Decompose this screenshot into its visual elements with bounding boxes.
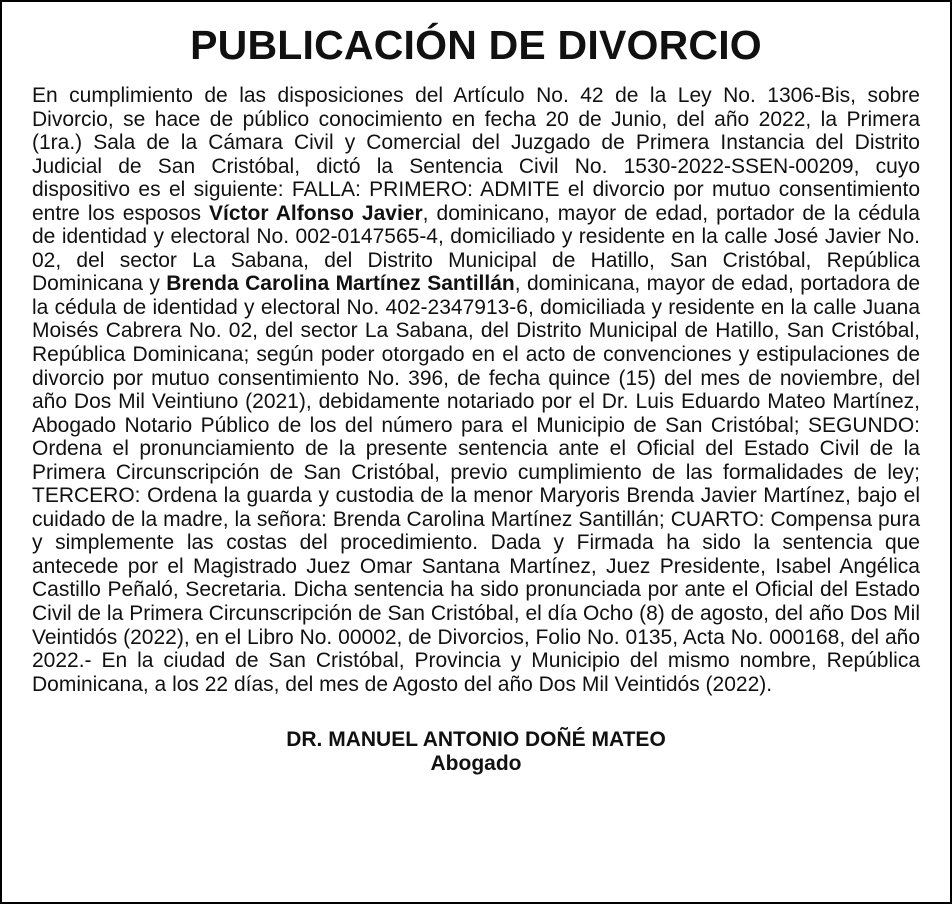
spouse-1-name: Víctor Alfonso Javier — [209, 201, 423, 225]
body-text-part-1: En cumplimiento de las disposiciones del Artículo No. 42 de la Ley No. 1306-Bis, sobre Divorcio, se hace de público conocimiento en fecha 20 de Junio, del año 2022, la Primera (1ra.) Sala de la Cámara Civil y Comercial del Juzgado de Primera Instancia del Distrito Judicial de San Cristóbal, dictó la Sentencia Civil No. 1530-2022-SSEN-00209, cuyo dispositivo es el siguiente: FALLA: PRIMERO: ADMITE el divorcio por mutuo consentimiento entre los esposos — [32, 84, 920, 225]
signatory-role: Abogado — [430, 752, 522, 776]
spouse-2-name: Brenda Carolina Martínez Santillán — [166, 272, 515, 296]
body-text-part-2: , dominicano, mayor de edad, portador de la cédula de identidad y electoral No. 002-0147565-4, domiciliado y residente en la calle José Javier No. 02, del sector La Sabana, del Distrito Municipal de Hatillo, San Cristóbal, República Dominicana y — [32, 201, 920, 296]
signatory-name: DR. MANUEL ANTONIO DOÑÉ MATEO — [286, 728, 666, 752]
signature-block — [32, 728, 920, 776]
body-text-part-3: , dominicana, mayor de edad, portadora de la cédula de identidad y electoral No. 402-2347913-6, domiciliada y residente en la calle Juana Moisés Cabrera No. 02, del sector La Sabana, del Distrito Municipal de Hatillo, San Cristóbal, República Dominicana; según poder otorgado en el acto de convenciones y estipulaciones de divorcio por mutuo consentimiento No. 396, de fecha quince (15) del mes de noviembre, del año Dos Mil Veintiuno (2021), debidamente notariado por el Dr. Luis Eduardo Mateo Martínez, Abogado Notario Público de los del número para el Municipio de San Cristóbal; SEGUNDO: Ordena el pronunciamiento de la presente sentencia ante el Oficial del Estado Civil de la Primera Circunscripción de San Cristóbal, previo cumplimiento de las formalidades de ley; TERCERO: Ordena la guarda y custodia de la menor Maryoris Brenda Javier Martínez, bajo el cuidado de la madre, la señora: Brenda Carolina Martínez Santillán; CUARTO: Compensa pura y simplemente las costas del procedimiento. Dada y Firmada ha sido la sentencia que antecede por el Magistrado Juez Omar Santana Martínez, Juez Presidente, Isabel Angélica Castillo Peñaló, Secretaria. Dicha sentencia ha sido pronunciada por ante el Oficial del Estado Civil de la Primera Circunscripción de San Cristóbal, el día Ocho (8) de agosto, del año Dos Mil Veintidós (2022), en el Libro No. 00002, de Divorcios, Folio No. 0135, Acta No. 000168, del año 2022.- En la ciudad de San Cristóbal, Provincia y Municipio del mismo nombre, República Dominicana, a los 22 días, del mes de Agosto del año Dos Mil Veintidós (2022). — [32, 272, 920, 696]
notice-title: PUBLICACIÓN DE DIVORCIO — [190, 22, 762, 68]
notice-body — [32, 84, 920, 696]
